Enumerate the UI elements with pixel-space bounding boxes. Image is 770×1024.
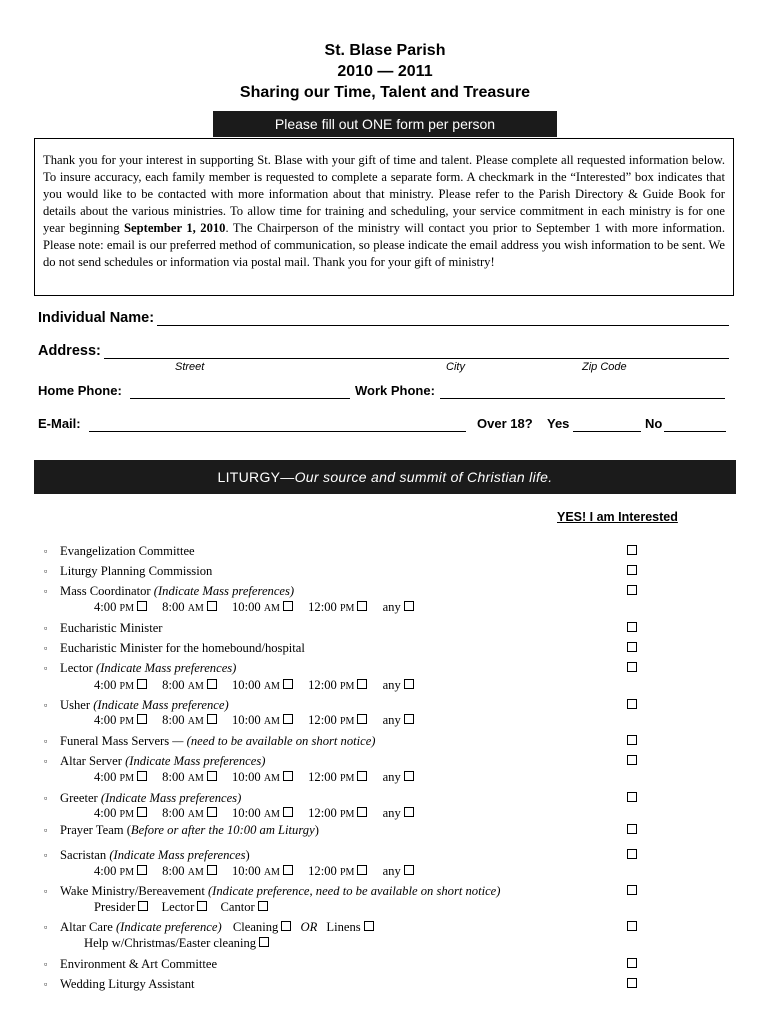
option-checkbox[interactable] [283,865,293,875]
over18-label: Over 18? [477,416,533,431]
help-cleaning-row: Help w/Christmas/Easter cleaning [84,935,269,951]
altar-server-checkbox[interactable] [627,755,637,765]
option-checkbox[interactable] [404,679,414,689]
lector-checkbox[interactable] [627,662,637,672]
work-phone-label: Work Phone: [355,383,435,398]
address-label: Address: [38,343,101,359]
option-checkbox[interactable] [357,865,367,875]
over18-yes-field[interactable] [573,416,641,432]
prayer-team-checkbox[interactable] [627,824,637,834]
planning-checkbox[interactable] [627,565,637,575]
option-checkbox[interactable] [137,771,147,781]
mass-times-row: 4:00 PM 8:00 AM 10:00 AM 12:00 PM any [94,863,414,881]
yes-label: Yes [547,416,570,431]
home-phone-field[interactable] [130,383,350,399]
list-item: ▫ Wake Ministry/Bereavement (Indicate preference, need to be available on short notice) [44,884,501,898]
email-field[interactable] [89,416,466,432]
option-checkbox[interactable] [207,807,217,817]
option-checkbox[interactable] [283,679,293,689]
eucharistic-homebound-checkbox[interactable] [627,642,637,652]
option-checkbox[interactable] [404,865,414,875]
option-checkbox[interactable] [137,865,147,875]
greeter-checkbox[interactable] [627,792,637,802]
form-instruction-banner: Please fill out ONE form per person [213,111,557,137]
option-checkbox[interactable] [207,771,217,781]
mass-times-row: 4:00 PM 8:00 AM 10:00 AM 12:00 PM any [94,769,414,787]
environment-art-checkbox[interactable] [627,958,637,968]
mass-times-row: 4:00 PM 8:00 AM 10:00 AM 12:00 PM any [94,712,414,730]
list-item: ▫ Prayer Team (Before or after the 10:00 am Liturgy) [44,823,319,837]
usher-checkbox[interactable] [627,699,637,709]
list-item: ▫ Mass Coordinator (Indicate Mass preferences) [44,584,295,598]
evangelization-checkbox[interactable] [627,545,637,555]
option-checkbox[interactable] [258,901,268,911]
year-range: 2010 — 2011 [337,63,433,80]
zip-sublabel: Zip Code [582,361,627,373]
list-item: ▫ Altar Care (Indicate preference) Cleaning OR Linens [44,919,374,935]
option-checkbox[interactable] [283,771,293,781]
street-sublabel: Street [175,361,205,373]
wake-roles-row: Presider Lector Cantor [94,899,268,915]
option-checkbox[interactable] [404,771,414,781]
option-checkbox[interactable] [197,901,207,911]
option-checkbox[interactable] [283,714,293,724]
city-sublabel: City [446,361,465,373]
option-checkbox[interactable] [404,714,414,724]
no-label: No [645,416,663,431]
name-field[interactable] [157,310,729,326]
option-checkbox[interactable] [138,901,148,911]
list-item: ▫ Eucharistic Minister for the homebound/hospital [44,641,305,655]
name-label: Individual Name: [38,310,155,326]
list-item: ▫ Lector (Indicate Mass preferences) [44,661,237,675]
mass-times-row: 4:00 PM 8:00 AM 10:00 AM 12:00 PM any [94,805,414,823]
mass-times-row: 4:00 PM 8:00 AM 10:00 AM 12:00 PM any [94,599,414,617]
list-item: ▫ Sacristan (Indicate Mass preferences) [44,848,250,862]
page-subtitle: Sharing our Time, Talent and Treasure [239,84,531,101]
list-item: ▫ Funeral Mass Servers — (need to be available on short notice) [44,734,376,748]
mass-times-row: 4:00 PM 8:00 AM 10:00 AM 12:00 PM any [94,677,414,695]
altar-care-checkbox[interactable] [627,921,637,931]
work-phone-field[interactable] [440,383,725,399]
mass-coordinator-checkbox[interactable] [627,585,637,595]
option-checkbox[interactable] [137,601,147,611]
list-item: ▫ Evangelization Committee [44,544,195,558]
option-checkbox[interactable] [281,921,291,931]
option-checkbox[interactable] [207,714,217,724]
wedding-assistant-checkbox[interactable] [627,978,637,988]
option-checkbox[interactable] [259,937,269,947]
over18-no-field[interactable] [664,416,726,432]
list-item: ▫ Usher (Indicate Mass preference) [44,698,229,712]
home-phone-label: Home Phone: [38,383,122,398]
address-field[interactable] [104,343,729,359]
option-checkbox[interactable] [137,679,147,689]
intro-paragraph: Thank you for your interest in supporting St. Blase with your gift of time and talent. Please complete all requested information below. To insure accuracy, each family member is requested to complete a separate form. A checkmark in the “Interested” box indicates that you would like to be contacted with more information about that ministry. Please refer to the Parish Directory & Guide Book for details about the various ministries. To allow time for training and scheduling, your service commitment in each ministry is for one year beginning September 1, 2010. The Chairperson of the ministry will contact you prior to September 1 with more information. Please note: email is our preferred method of communication, so please indicate the email address you wish information to be sent. We do not send schedules or information via postal mail. Thank you for your gift of ministry! [34,138,734,296]
wake-ministry-checkbox[interactable] [627,885,637,895]
list-item: ▫ Wedding Liturgy Assistant [44,977,195,991]
option-checkbox[interactable] [357,771,367,781]
option-checkbox[interactable] [283,807,293,817]
option-checkbox[interactable] [404,807,414,817]
option-checkbox[interactable] [207,865,217,875]
option-checkbox[interactable] [207,601,217,611]
option-checkbox[interactable] [357,679,367,689]
funeral-servers-checkbox[interactable] [627,735,637,745]
list-item: ▫ Greeter (Indicate Mass preferences) [44,791,242,805]
option-checkbox[interactable] [207,679,217,689]
option-checkbox[interactable] [364,921,374,931]
list-item: ▫ Eucharistic Minister [44,621,163,635]
eucharistic-minister-checkbox[interactable] [627,622,637,632]
option-checkbox[interactable] [357,601,367,611]
liturgy-section-header: LITURGY—Our source and summit of Christian life. [34,460,736,494]
interested-column-header: YES! I am Interested [557,510,678,524]
option-checkbox[interactable] [137,807,147,817]
option-checkbox[interactable] [357,714,367,724]
start-date: September 1, 2010 [124,221,226,235]
parish-title: St. Blase Parish [324,42,446,59]
email-label: E-Mail: [38,416,81,431]
list-item: ▫ Altar Server (Indicate Mass preferences) [44,754,266,768]
option-checkbox[interactable] [357,807,367,817]
option-checkbox[interactable] [283,601,293,611]
option-checkbox[interactable] [404,601,414,611]
list-item: ▫ Liturgy Planning Commission [44,564,213,578]
list-item: ▫ Environment & Art Committee [44,957,218,971]
sacristan-checkbox[interactable] [627,849,637,859]
option-checkbox[interactable] [137,714,147,724]
